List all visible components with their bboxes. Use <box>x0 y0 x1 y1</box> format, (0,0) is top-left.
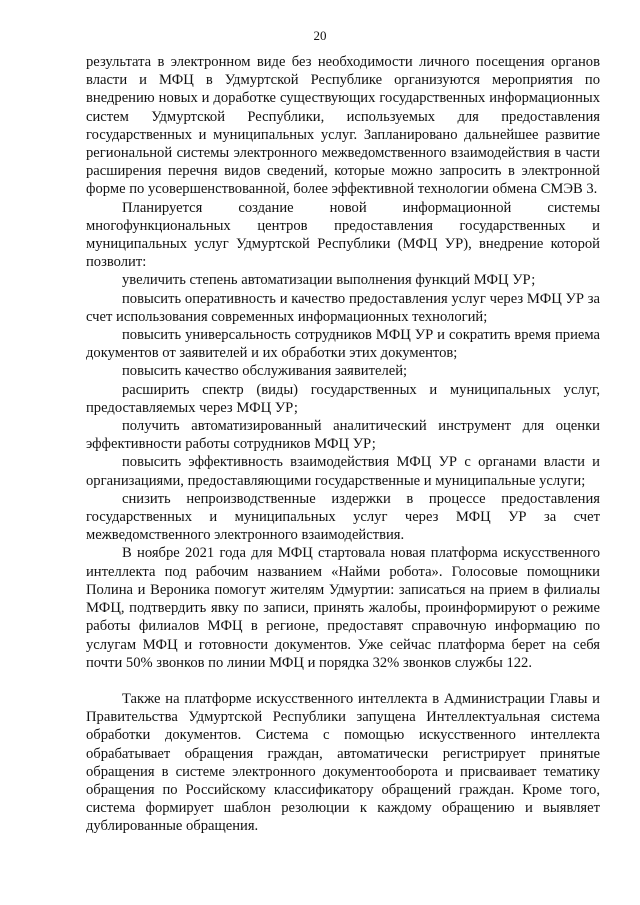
list-item: получить автоматизированный аналитический инструмент для оценки эффективности работы сотрудников МФЦ УР; <box>86 418 600 453</box>
page-number: 20 <box>313 28 327 43</box>
paragraph-ai-platform: В ноябре 2021 года для МФЦ стартовала новая платформа искусственного интеллекта под рабочим названием «Найми робота». Голосовые помощники Полина и Вероника помогут жителям Удмуртии: записаться на прием в филиалы МФЦ, подтвердить явку по записи, принять жалобы, проинформируют о режиме работы филиалов МФЦ в регионе, предоставят справочную информацию по услугам МФЦ и готовности документов. Уже сейчас платформа берет на себя почти 50% звонков по линии МФЦ и порядка 32% звонков службы 122. <box>86 545 600 671</box>
document-body <box>86 53 600 836</box>
paragraph-new-system: Планируется создание новой информационной системы многофункциональных центров предоставления государственных и муниципальных услуг Удмуртской Республики (МФЦ УР), внедрение которой позволит: <box>86 199 600 271</box>
list-item: повысить эффективность взаимодействия МФЦ УР с органами власти и организациями, предоставляющими государственные и муниципальные услуги; <box>86 454 600 489</box>
list-item: повысить универсальность сотрудников МФЦ УР и сократить время приема документов от заявителей и их обработки этих документов; <box>86 327 600 362</box>
paragraph-gap <box>86 672 600 690</box>
paragraph-continuation: результата в электронном виде без необходимости личного посещения органов власти и МФЦ в Удмуртской Республике организуются мероприятия по внедрению новых и доработке существующих государственных информационных систем Удмуртской Республики, используемых для предоставления государственных и муниципальных услуг. Запланировано дальнейшее развитие региональной системы электронного межведомственного взаимодействия в части расширения перечня видов сведений, которые можно запросить в электронной форме по усовершенствованной, более эффективной технологии обмена СМЭВ 3. <box>86 54 600 198</box>
list-item: расширить спектр (виды) государственных и муниципальных услуг, предоставляемых через МФЦ УР; <box>86 381 600 416</box>
paragraph-document-system: Также на платформе искусственного интеллекта в Администрации Главы и Правительства Удмуртской Республики запущена Интеллектуальная система обработки документов. Система с помощью искусственного интеллекта обрабатывает обращения граждан, автоматически регистрирует принятые обращения в системе электронного документооборота и присваивает тематику обращения по Российскому классификатору обращений граждан. Кроме того, система формирует шаблон резолюции к каждому обращению и выявляет дублированные обращения. <box>86 690 600 835</box>
list-item: снизить непроизводственные издержки в процессе предоставления государственных и муниципальных услуг через МФЦ УР за счет межведомственного электронного взаимодействия. <box>86 490 600 544</box>
list-item: повысить оперативность и качество предоставления услуг через МФЦ УР за счет использования современных информационных технологий; <box>86 290 600 325</box>
list-item: повысить качество обслуживания заявителей; <box>122 363 408 380</box>
list-item: увеличить степень автоматизации выполнения функций МФЦ УР; <box>122 272 536 289</box>
